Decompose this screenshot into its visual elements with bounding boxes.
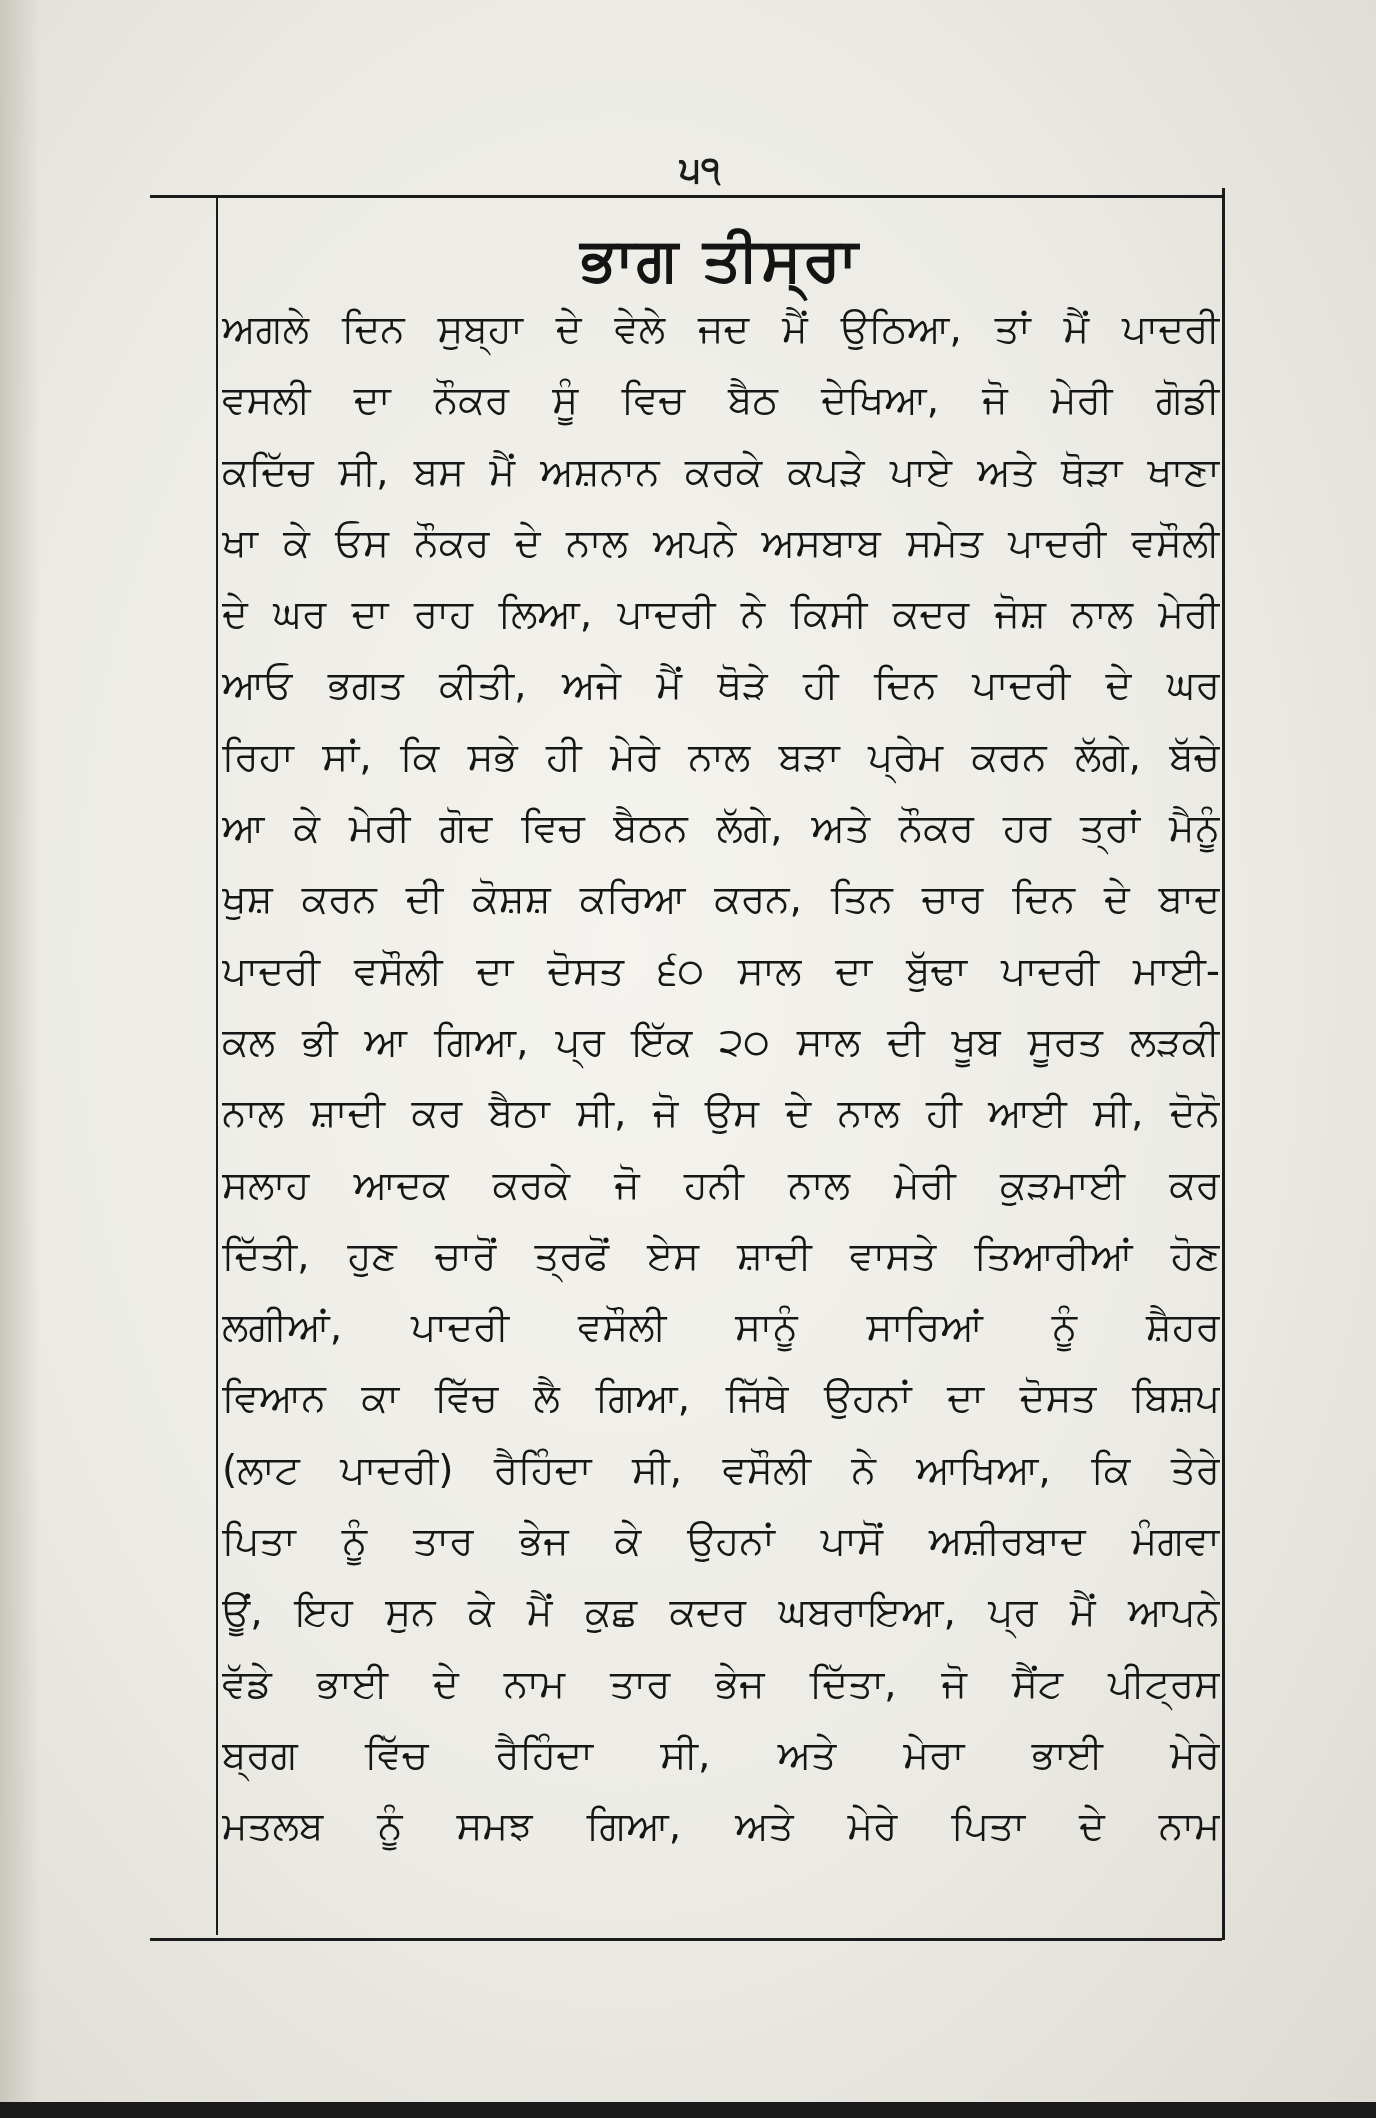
text-line: ਖਾ ਕੇ ਓਸ ਨੌਕਰ ਦੇ ਨਾਲ ਅਪਨੇ ਅਸਬਾਬ ਸਮੇਤ ਪਾਦਰੀ ਵਸੌਲੀ — [222, 520, 1220, 566]
text-line: ਵਿਆਨ ਕਾ ਵਿੱਚ ਲੈ ਗਿਆ, ਜਿੱਥੇ ਉਹਨਾਂ ਦਾ ਦੋਸਤ ਬਿਸ਼ਪ — [222, 1376, 1220, 1422]
text-line: ਸਲਾਹ ਆਦਕ ਕਰਕੇ ਜੋ ਹਨੀ ਨਾਲ ਮੇਰੀ ਕੁੜਮਾਈ ਕਰ — [222, 1162, 1220, 1208]
text-line: ਰਿਹਾ ਸਾਂ, ਕਿ ਸਭੇ ਹੀ ਮੇਰੇ ਨਾਲ ਬੜਾ ਪ੍ਰੇਮ ਕਰਨ ਲੱਗੇ, ਬੱਚੇ — [222, 734, 1220, 780]
text-line: ਵੱਡੇ ਭਾਈ ਦੇ ਨਾਮ ਤਾਰ ਭੇਜ ਦਿੱਤਾ, ਜੋ ਸੈਂਟ ਪੀਟ੍ਰਸ — [222, 1661, 1220, 1707]
page-edge-shadow — [0, 0, 40, 2118]
text-line: ਨਾਲ ਸ਼ਾਦੀ ਕਰ ਬੈਠਾ ਸੀ, ਜੋ ਉਸ ਦੇ ਨਾਲ ਹੀ ਆਈ ਸੀ, ਦੋਨੋ — [222, 1091, 1220, 1137]
text-line: ਅਗਲੇ ਦਿਨ ਸੁਬ੍ਹਾ ਦੇ ਵੇਲੇ ਜਦ ਮੈਂ ਉਠਿਆ, ਤਾਂ ਮੈਂ ਪਾਦਰੀ — [222, 307, 1220, 352]
text-line: ਆਓ ਭਗਤ ਕੀਤੀ, ਅਜੇ ਮੈਂ ਥੋੜੇ ਹੀ ਦਿਨ ਪਾਦਰੀ ਦੇ ਘਰ — [222, 663, 1220, 709]
page-number: ੫੧ — [679, 150, 721, 191]
text-line: ਆ ਕੇ ਮੇਰੀ ਗੋਦ ਵਿਚ ਬੈਠਨ ਲੱਗੇ, ਅਤੇ ਨੌਕਰ ਹਰ ਤ੍ਰਾਂ ਮੈਨੂੰ — [222, 806, 1220, 852]
frame-right-rule — [1222, 188, 1225, 1940]
body-text — [222, 294, 1220, 1863]
page-bottom-edge — [0, 2102, 1376, 2118]
text-line: ਕਲ ਭੀ ਆ ਗਿਆ, ਪ੍ਰ ਇੱਕ ੨੦ ਸਾਲ ਦੀ ਖੂਬ ਸੂਰਤ ਲੜਕੀ — [222, 1019, 1220, 1065]
text-line: ਬ੍ਰਗ ਵਿੱਚ ਰੈਹਿੰਦਾ ਸੀ, ਅਤੇ ਮੇਰਾ ਭਾਈ ਮੇਰੇ — [222, 1732, 1220, 1778]
chapter-title: ਭਾਗ ਤੀਸ੍ਰਾ — [580, 225, 860, 295]
text-line: ਦਿੱਤੀ, ਹੁਣ ਚਾਰੋਂ ਤ੍ਰਫੋਂ ਏਸ ਸ਼ਾਦੀ ਵਾਸਤੇ ਤਿਆਰੀਆਂ ਹੋਣ — [222, 1233, 1220, 1279]
frame-left-rule — [216, 195, 218, 1935]
text-line: ਪਾਦਰੀ ਵਸੌਲੀ ਦਾ ਦੋਸਤ ੬੦ ਸਾਲ ਦਾ ਬੁੱਢਾ ਪਾਦਰੀ ਮਾਈ- — [222, 948, 1220, 994]
text-line: ਊਂ, ਇਹ ਸੁਨ ਕੇ ਮੈਂ ਕੁਛ ਕਦਰ ਘਬਰਾਇਆ, ਪ੍ਰ ਮੈਂ ਆਪਨੇ — [222, 1590, 1220, 1636]
text-line: ਮਤਲਬ ਨੂੰ ਸਮਝ ਗਿਆ, ਅਤੇ ਮੇਰੇ ਪਿਤਾ ਦੇ ਨਾਮ — [222, 1804, 1220, 1850]
text-line: ਲਗੀਆਂ, ਪਾਦਰੀ ਵਸੌਲੀ ਸਾਨੂੰ ਸਾਰਿਆਂ ਨੂੰ ਸ਼ੈਹਰ — [222, 1305, 1220, 1351]
text-line: ਵਸਲੀ ਦਾ ਨੌਕਰ ਸੂੰ ਵਿਚ ਬੈਠ ਦੇਖਿਆ, ਜੋ ਮੇਰੀ ਗੋਡੀ — [222, 378, 1220, 424]
text-line: ਖੁਸ਼ ਕਰਨ ਦੀ ਕੋਸ਼ਸ਼ ਕਰਿਆ ਕਰਨ, ਤਿਨ ਚਾਰ ਦਿਨ ਦੇ ਬਾਦ — [222, 877, 1220, 923]
text-line: ਦੇ ਘਰ ਦਾ ਰਾਹ ਲਿਆ, ਪਾਦਰੀ ਨੇ ਕਿਸੀ ਕਦਰ ਜੋਸ਼ ਨਾਲ ਮੇਰੀ — [222, 592, 1220, 638]
text-line: (ਲਾਟ ਪਾਦਰੀ) ਰੈਹਿੰਦਾ ਸੀ, ਵਸੌਲੀ ਨੇ ਆਖਿਆ, ਕਿ ਤੇਰੇ — [222, 1447, 1220, 1493]
text-line: ਕਦਿੱਚ ਸੀ, ਬਸ ਮੈਂ ਅਸ਼ਨਾਨ ਕਰਕੇ ਕਪੜੇ ਪਾਏ ਅਤੇ ਥੋੜਾ ਖਾਣਾ — [222, 449, 1220, 495]
text-line: ਪਿਤਾ ਨੂੰ ਤਾਰ ਭੇਜ ਕੇ ਉਹਨਾਂ ਪਾਸੋਂ ਅਸ਼ੀਰਬਾਦ ਮੰਗਵਾ — [222, 1519, 1220, 1565]
